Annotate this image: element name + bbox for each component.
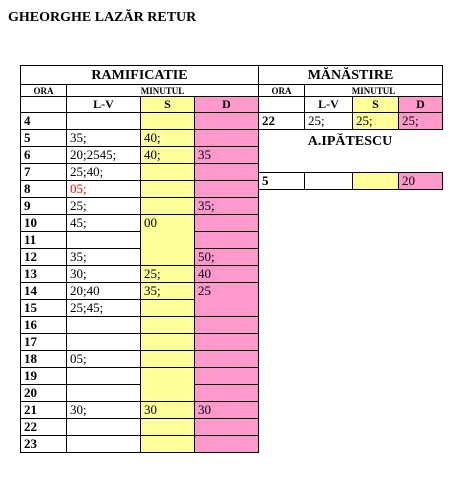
ora-cell: 15	[21, 300, 67, 317]
s-cell	[141, 436, 195, 453]
lv-cell	[305, 173, 353, 190]
s-cell	[141, 249, 195, 266]
lv-cell	[67, 368, 141, 385]
table-row	[21, 368, 259, 385]
table-row	[21, 266, 259, 283]
lv-cell: 05;	[67, 351, 141, 368]
manastire-title: MĂNĂSTIRE	[259, 66, 443, 85]
lv-cell	[67, 419, 141, 436]
table-row	[21, 334, 259, 351]
ramificatie-table	[20, 65, 259, 453]
table-row	[21, 436, 259, 453]
table-row	[21, 385, 259, 402]
d-cell	[195, 334, 259, 351]
d-cell	[195, 130, 259, 147]
s-header: S	[141, 97, 195, 113]
ora-cell: 10	[21, 215, 67, 232]
s-cell	[353, 173, 399, 190]
s-cell	[141, 317, 195, 334]
lv-cell	[67, 436, 141, 453]
lv-cell	[67, 385, 141, 402]
s-cell	[141, 300, 195, 317]
d-cell: 40	[195, 266, 259, 283]
ora-header: ORA	[259, 85, 305, 97]
d-cell	[195, 164, 259, 181]
d-cell: 25	[195, 283, 259, 300]
s-cell	[141, 334, 195, 351]
ipatescu-title: A.IPĂTESCU	[307, 134, 393, 149]
ora-cell: 16	[21, 317, 67, 334]
s-cell	[141, 419, 195, 436]
ora-header: ORA	[21, 85, 67, 97]
manastire-table	[258, 65, 443, 130]
d-cell	[195, 351, 259, 368]
lv-cell: 30;	[67, 402, 141, 419]
ora-cell: 17	[21, 334, 67, 351]
table-row	[21, 181, 259, 198]
table-row	[21, 130, 259, 147]
lv-cell: 25;	[67, 198, 141, 215]
d-cell	[195, 300, 259, 317]
d-cell	[195, 181, 259, 198]
table-row	[21, 113, 259, 130]
table-row	[259, 113, 443, 130]
table-row	[21, 402, 259, 419]
lv-header: L-V	[305, 97, 353, 113]
ramificatie-body	[21, 113, 259, 453]
ora-cell: 21	[21, 402, 67, 419]
lv-cell: 05;	[67, 181, 141, 198]
table-row	[21, 351, 259, 368]
ora-cell: 18	[21, 351, 67, 368]
d-cell: 35	[195, 147, 259, 164]
lv-cell: 35;	[67, 130, 141, 147]
lv-cell: 20;2545;	[67, 147, 141, 164]
d-cell: 35;	[195, 198, 259, 215]
ipatescu-table	[258, 172, 443, 190]
s-cell: 25;	[353, 113, 399, 130]
lv-cell	[67, 113, 141, 130]
ora-cell: 8	[21, 181, 67, 198]
s-cell	[141, 232, 195, 249]
ramificatie-title: RAMIFICATIE	[21, 66, 259, 85]
ora-cell: 12	[21, 249, 67, 266]
lv-cell	[67, 334, 141, 351]
ora-cell: 7	[21, 164, 67, 181]
s-cell	[141, 385, 195, 402]
lv-cell: 45;	[67, 215, 141, 232]
d-cell	[195, 436, 259, 453]
ora-cell: 22	[21, 419, 67, 436]
s-cell	[141, 113, 195, 130]
lv-cell: 25;45;	[67, 300, 141, 317]
s-header: S	[353, 97, 399, 113]
table-row	[21, 317, 259, 334]
table-row	[21, 147, 259, 164]
page-title: GHEORGHE LAZĂR RETUR	[8, 10, 197, 25]
d-cell	[195, 232, 259, 249]
ora-cell: 14	[21, 283, 67, 300]
table-row	[21, 198, 259, 215]
d-cell	[195, 419, 259, 436]
ora-cell: 5	[259, 173, 305, 190]
ora-cell: 19	[21, 368, 67, 385]
d-cell: 50;	[195, 249, 259, 266]
s-cell: 35;	[141, 283, 195, 300]
minutul-header: MINUTUL	[67, 85, 259, 97]
ora-cell: 5	[21, 130, 67, 147]
s-cell	[141, 368, 195, 385]
table-row	[21, 215, 259, 232]
d-cell: 30	[195, 402, 259, 419]
lv-cell: 25;	[305, 113, 353, 130]
ora-cell: 11	[21, 232, 67, 249]
ora-cell: 22	[259, 113, 305, 130]
ora-cell: 9	[21, 198, 67, 215]
minutul-header: MINUTUL	[305, 85, 443, 97]
ora-cell: 13	[21, 266, 67, 283]
d-cell	[195, 317, 259, 334]
lv-cell	[67, 232, 141, 249]
s-cell: 25;	[141, 266, 195, 283]
table-row	[259, 173, 443, 190]
lv-cell: 30;	[67, 266, 141, 283]
d-cell: 25;	[399, 113, 443, 130]
d-header: D	[195, 97, 259, 113]
lv-cell: 25;40;	[67, 164, 141, 181]
table-row	[21, 164, 259, 181]
s-cell	[141, 164, 195, 181]
ora-cell: 4	[21, 113, 67, 130]
d-cell	[195, 385, 259, 402]
s-cell	[141, 181, 195, 198]
s-cell: 00	[141, 215, 195, 232]
ora-spacer	[21, 97, 67, 113]
table-row	[21, 300, 259, 317]
lv-cell: 20;40	[67, 283, 141, 300]
s-cell	[141, 198, 195, 215]
lv-header: L-V	[67, 97, 141, 113]
d-header: D	[399, 97, 443, 113]
s-cell	[141, 351, 195, 368]
ora-cell: 23	[21, 436, 67, 453]
lv-cell	[67, 317, 141, 334]
d-cell	[195, 368, 259, 385]
d-cell	[195, 113, 259, 130]
s-cell: 40;	[141, 147, 195, 164]
lv-cell: 35;	[67, 249, 141, 266]
s-cell: 30	[141, 402, 195, 419]
table-row	[21, 419, 259, 436]
ora-cell: 6	[21, 147, 67, 164]
d-cell: 20	[399, 173, 443, 190]
d-cell	[195, 215, 259, 232]
table-row	[21, 232, 259, 249]
table-row	[21, 283, 259, 300]
ora-cell: 20	[21, 385, 67, 402]
table-row	[21, 249, 259, 266]
ora-spacer	[259, 97, 305, 113]
s-cell: 40;	[141, 130, 195, 147]
